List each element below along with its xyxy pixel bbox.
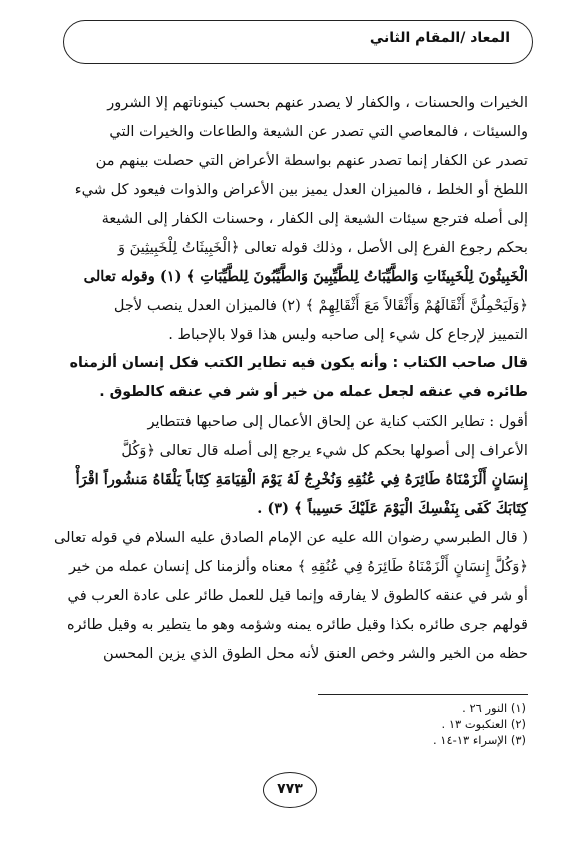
text-line: الخيرات والحسنات ، والكفار لا يصدر عنهم بحسب كينوناتهم إلا الشرور [107,94,528,111]
text-line: والسيئات ، فالمعاصي التي تصدر عن الشيعة والطاعات والخيرات التي [109,123,528,140]
text-line: إلى أصله فترجع سيئات الشيعة إلى الكفار ، وحسنات الكفار إلى الشيعة [101,210,528,227]
text-line: اللطخ أو الخلط ، فالميزان العدل يميز بين الأعراض والذوات فيعود كل شيء [74,181,528,198]
main-text [54,88,528,668]
text-line: قولهم جرى طائره بكذا وقيل طائره يمنه وشؤمه وهو ما يتطير به وقيل طائره [67,616,528,633]
text-line: ( قال الطبرسي رضوان الله عليه عن الإمام الصادق عليه السلام في قوله تعالى [54,529,528,546]
text-line: تصدر عن الكفار إنما تصدر عنهم بواسطة الأعراض التي حصلت بينهم من [95,152,528,169]
text-line: أو شر في عنقه كالطوق لا يفارقه وإنما قيل للعمل طائر على عادة العرب في [67,587,528,604]
quran-verse-line: إِنسَانٍ أَلْزَمْنَاهُ طَائِرَهُ فِي عُنُقِهِ وَنُخْرِجُ لَهُ يَوْمَ الْقِيَامَةِ كِتَاباً يَلْقَاهُ مَنشُوراً اقْرَأْ [75,471,528,488]
page-number: ٧٧٣ [263,772,317,808]
text-line: ﴿وَلَيَحْمِلُنَّ أَثْقَالَهُمْ وَأَثْقَالاً مَعَ أَثْقَالِهِمْ ﴾ (٢) فالميزان العدل ينصب لأجل [113,297,528,314]
footnotes [300,700,526,748]
text-line: بحكم رجوع الفرع إلى الأصل ، وذلك قوله تعالى ﴿الْخَبِيثَاتُ لِلْخَبِيثِينَ وَ [117,239,528,256]
text-line: أقول : تطاير الكتب كناية عن إلحاق الأعمال إلى صاحبها فتتطاير [147,413,528,430]
text-line: ﴿وَكُلَّ إِنسَانٍ أَلْزَمْنَاهُ طَائِرَهُ فِي عُنُقِهِ ﴾ معناه وألزمنا كل إنسان عمله من خير [68,558,528,575]
running-header [63,20,533,64]
quoted-author-line: قال صاحب الكتاب : وأنه يكون فيه تطاير الكتب فكل إنسان ألزمناه [69,355,528,371]
footnote: (٢) العنكبوت ١٣ . [441,717,526,731]
quran-verse-line: الْخَبِيثُونَ لِلْخَبِيثَاتِ وَالطَّيِّبَاتُ لِلطَّيِّبِينَ وَالطَّيِّبُونَ لِلطَّيِّبَاتِ ﴾ (١) وقوله تعالى [83,268,528,285]
quran-verse-line: كِتَابَكَ كَفَى بِنَفْسِكَ الْيَوْمَ عَلَيْكَ حَسِيباً ﴾ (٣) . [257,500,528,517]
text-line: التمييز لإرجاع كل شيء إلى صاحبه وليس هذا قولا بالإحباط . [168,326,528,343]
footnote-separator [318,694,528,695]
footnote: (١) النور ٢٦ . [462,701,526,715]
quoted-author-line: طائره في عنقه لجعل عمله من خير أو شر في عنقه كالطوق . [99,384,528,400]
text-line: حظه من الخير والشر وخص العنق لأنه محل الطوق الذي يزين المحسن [102,645,528,662]
header-title: المعاد /المقام الثاني [369,30,510,46]
text-line: الأعراف إلى أصولها بحكم كل شيء يرجع إلى أصله قال تعالى ﴿وَكُلَّ [121,442,528,459]
footnote: (٣) الإسراء ١٣-١٤ . [432,733,526,747]
